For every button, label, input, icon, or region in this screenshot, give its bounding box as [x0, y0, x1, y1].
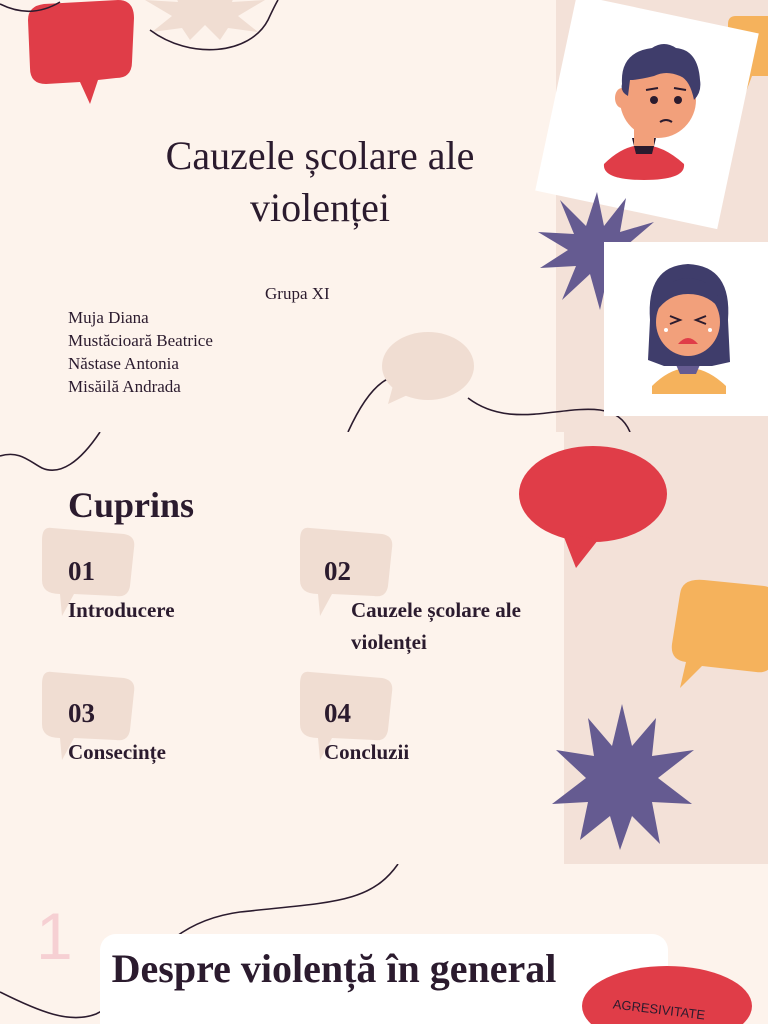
red-speech-bubble [518, 444, 670, 572]
member-name: Mustăcioară Beatrice [68, 331, 213, 350]
item-number: 03 [68, 698, 95, 728]
member-name: Muja Diana [68, 308, 149, 327]
item-label: Concluzii [324, 740, 410, 764]
beige-speech-bubble [380, 332, 476, 406]
section-number: 1 [36, 899, 73, 973]
crying-girl-illustration [640, 260, 740, 394]
orange-speech-bubble [668, 574, 768, 692]
item-label: Cauzele școlare ale violenței [351, 598, 521, 654]
item-label: Consecințe [68, 740, 166, 764]
item-number: 02 [324, 556, 351, 586]
contents-slide [0, 432, 768, 864]
purple-starburst [552, 704, 696, 852]
members-list [68, 306, 213, 398]
worried-boy-illustration [594, 40, 714, 185]
section-heading: Despre violență în general [111, 946, 557, 991]
item-number: 04 [324, 698, 351, 728]
item-number: 01 [68, 556, 95, 586]
contents-heading: Cuprins [68, 485, 195, 525]
section-slide [0, 864, 768, 1024]
presentation-title: Cauzele școlare ale violenței [165, 133, 475, 230]
agresivitate-label: AGRESIVITATE [612, 996, 706, 1023]
decorative-curve [0, 432, 120, 472]
title-slide [0, 0, 768, 432]
group-label: Grupa XI [265, 284, 330, 303]
item-label: Introducere [68, 598, 175, 622]
member-name: Misăilă Andrada [68, 377, 181, 396]
member-name: Năstase Antonia [68, 354, 179, 373]
